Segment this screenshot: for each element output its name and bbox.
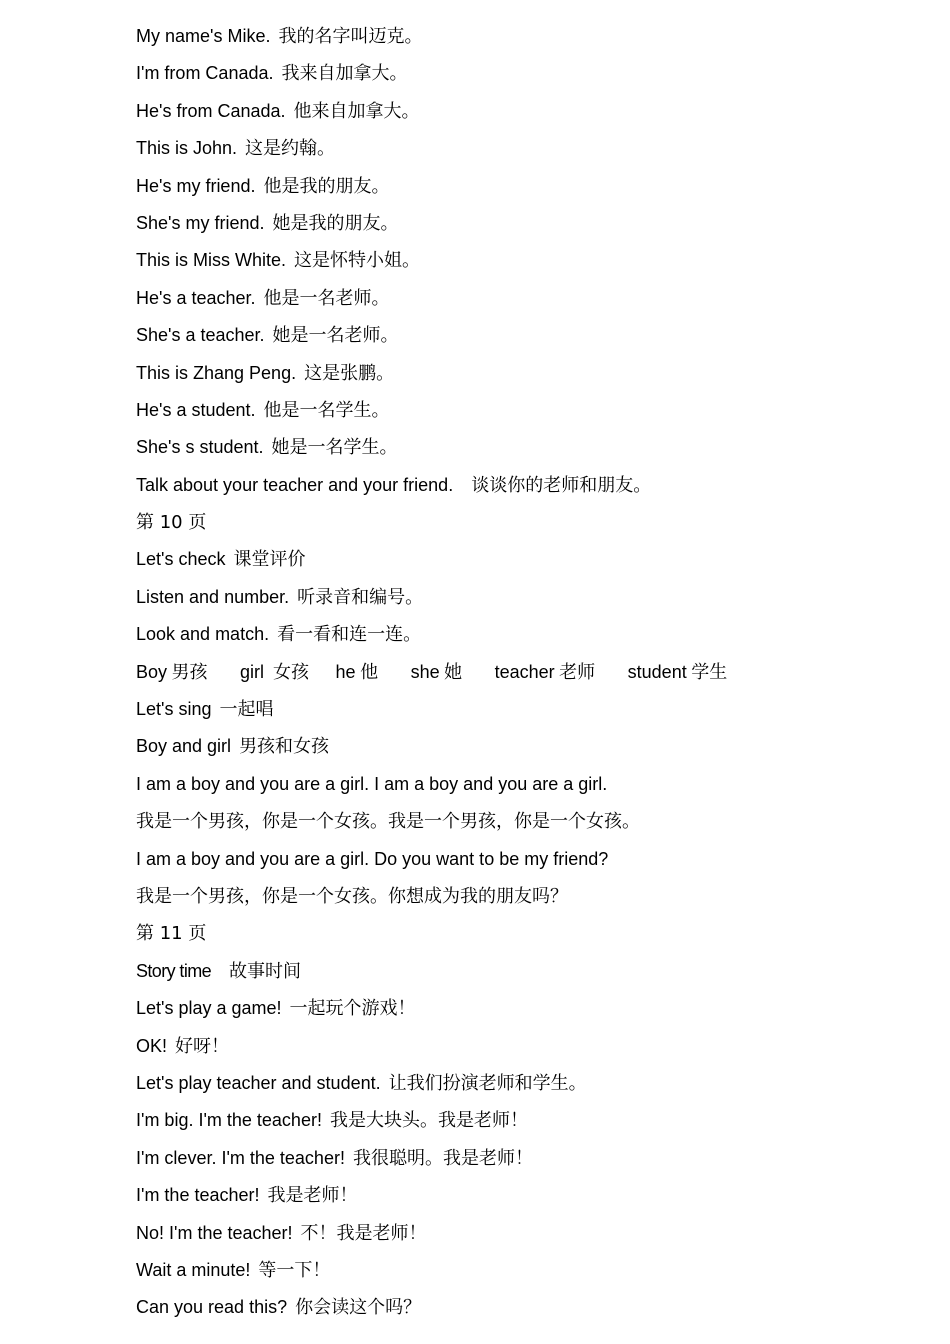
text-line: [136, 59, 916, 96]
english-text: He's a student.: [136, 399, 256, 420]
vocab-item: [240, 658, 309, 687]
text-line: [136, 433, 916, 470]
page-label: 第 10 页: [136, 512, 207, 534]
text-line: [136, 807, 916, 844]
vocab-item: [628, 658, 728, 687]
chinese-text: 故事时间: [229, 960, 302, 982]
text-line: [136, 882, 916, 919]
english-text: This is Zhang Peng.: [136, 362, 297, 383]
chinese-text: 她是我的朋友。: [272, 212, 399, 234]
chinese-text: 她是一名学生。: [271, 437, 398, 459]
chinese-word: 女孩: [273, 661, 310, 683]
chinese-text: 我是一个男孩，你是一个女孩。你想成为我的朋友吗？: [136, 885, 568, 907]
text-line: [136, 172, 916, 209]
english-text: Listen and number.: [136, 586, 290, 607]
english-text: Talk about your teacher and your friend.: [136, 474, 454, 495]
english-text: My name's Mike.: [136, 26, 271, 46]
text-line: [136, 359, 916, 396]
text-line: [136, 1069, 916, 1106]
chinese-text: 课堂评价: [233, 549, 306, 571]
english-text: Let's check: [136, 549, 226, 570]
vocab-item: [411, 658, 463, 687]
text-line: [136, 994, 916, 1031]
english-text: This is Miss White.: [136, 250, 287, 271]
vocab-item: [495, 658, 596, 687]
chinese-word: 老师: [559, 661, 596, 683]
english-text: He's my friend.: [136, 175, 256, 196]
chinese-text: 她是一名老师。: [272, 325, 399, 347]
vocab-item: [136, 658, 208, 687]
chinese-text: 好呀！: [175, 1035, 230, 1057]
chinese-text: 谈谈你的老师和朋友。: [471, 474, 652, 496]
chinese-text: 看一看和连一连。: [277, 624, 422, 646]
chinese-text: 他是一名学生。: [263, 399, 390, 421]
page-label: 第 11 页: [136, 923, 207, 945]
chinese-text: 一起玩个游戏！: [289, 998, 416, 1020]
english-word: girl: [240, 661, 265, 682]
chinese-word: 他: [360, 661, 379, 683]
english-text: I am a boy and you are a girl. I am a boy and you are a girl.: [136, 773, 608, 794]
english-text: Let's sing: [136, 699, 212, 720]
text-line: [136, 22, 916, 59]
page-number-heading: [136, 508, 916, 545]
chinese-text: 一起唱: [219, 699, 274, 721]
english-word: teacher: [494, 661, 555, 682]
vocabulary-row: [136, 658, 916, 695]
chinese-text: 你会读这个吗？: [295, 1297, 422, 1319]
english-text: He's from Canada.: [136, 100, 286, 121]
text-line: [136, 1032, 916, 1069]
text-line: [136, 545, 916, 582]
text-line: [136, 97, 916, 134]
english-text: She's a teacher.: [136, 325, 265, 346]
english-word: student: [627, 661, 687, 682]
text-line: [136, 471, 916, 508]
english-text: I am a boy and you are a girl. Do you want to be my friend?: [136, 848, 609, 869]
text-line: [136, 1106, 916, 1143]
english-text: Look and match.: [136, 624, 270, 645]
text-line: [136, 321, 916, 358]
english-word: Boy: [136, 661, 168, 682]
text-line: [136, 1256, 916, 1293]
chinese-text: 这是约翰。: [245, 138, 336, 160]
chinese-text: 我是一个男孩，你是一个女孩。我是一个男孩，你是一个女孩。: [136, 811, 640, 833]
text-line: [136, 134, 916, 171]
text-body: [136, 22, 916, 1331]
text-line: [136, 695, 916, 732]
english-text: Wait a minute!: [136, 1259, 251, 1280]
english-text: Story time: [136, 960, 212, 981]
text-line: [136, 1293, 916, 1330]
english-text: This is John.: [136, 138, 238, 159]
text-line: [136, 583, 916, 620]
page-number-heading: [136, 919, 916, 956]
text-line: [136, 1181, 916, 1218]
text-line: [136, 620, 916, 657]
text-line: [136, 732, 916, 769]
vocab-item: [336, 658, 379, 687]
english-text: OK!: [136, 1035, 168, 1056]
chinese-text: 不！我是老师！: [300, 1222, 427, 1244]
chinese-word: 男孩: [171, 661, 208, 683]
english-text: She's my friend.: [136, 212, 265, 233]
english-text: Let's play a game!: [136, 998, 282, 1019]
text-line: [136, 396, 916, 433]
english-text: I'm the teacher!: [136, 1185, 260, 1206]
chinese-text: 我是大块头。我是老师！: [329, 1110, 528, 1132]
english-word: he: [335, 661, 356, 682]
chinese-text: 等一下！: [258, 1259, 331, 1281]
text-line: [136, 246, 916, 283]
text-line: [136, 1144, 916, 1181]
english-text: I'm from Canada.: [136, 63, 274, 84]
text-line: [136, 209, 916, 246]
text-line: [136, 1219, 916, 1256]
chinese-text: 他是我的朋友。: [263, 175, 390, 197]
text-line: [136, 284, 916, 321]
chinese-text: 我很聪明。我是老师！: [352, 1147, 533, 1169]
english-text: Can you read this?: [136, 1297, 288, 1318]
chinese-text: 我的名字叫迈克。: [278, 26, 423, 47]
chinese-text: 让我们扮演老师和学生。: [388, 1072, 587, 1094]
chinese-text: 我是老师！: [267, 1185, 358, 1207]
chinese-text: 这是怀特小姐。: [294, 250, 421, 272]
english-text: Boy and girl: [136, 736, 232, 757]
chinese-word: 她: [444, 661, 463, 683]
chinese-word: 学生: [691, 661, 728, 683]
english-word: she: [410, 661, 440, 682]
chinese-text: 男孩和女孩: [239, 736, 330, 758]
english-text: She's s student.: [136, 437, 264, 458]
chinese-text: 听录音和编号。: [297, 586, 424, 608]
chinese-text: 他来自加拿大。: [293, 100, 420, 122]
chinese-text: 我来自加拿大。: [281, 63, 408, 85]
text-line: [136, 845, 916, 882]
text-line: [136, 957, 916, 994]
text-line: [136, 770, 916, 807]
chinese-text: 他是一名老师。: [263, 287, 390, 309]
english-text: Let's play teacher and student.: [136, 1072, 381, 1093]
english-text: He's a teacher.: [136, 287, 256, 308]
english-text: No! I'm the teacher!: [136, 1222, 293, 1243]
chinese-text: 这是张鹏。: [304, 362, 395, 384]
english-text: I'm clever. I'm the teacher!: [136, 1147, 345, 1168]
english-text: I'm big. I'm the teacher!: [136, 1110, 322, 1131]
